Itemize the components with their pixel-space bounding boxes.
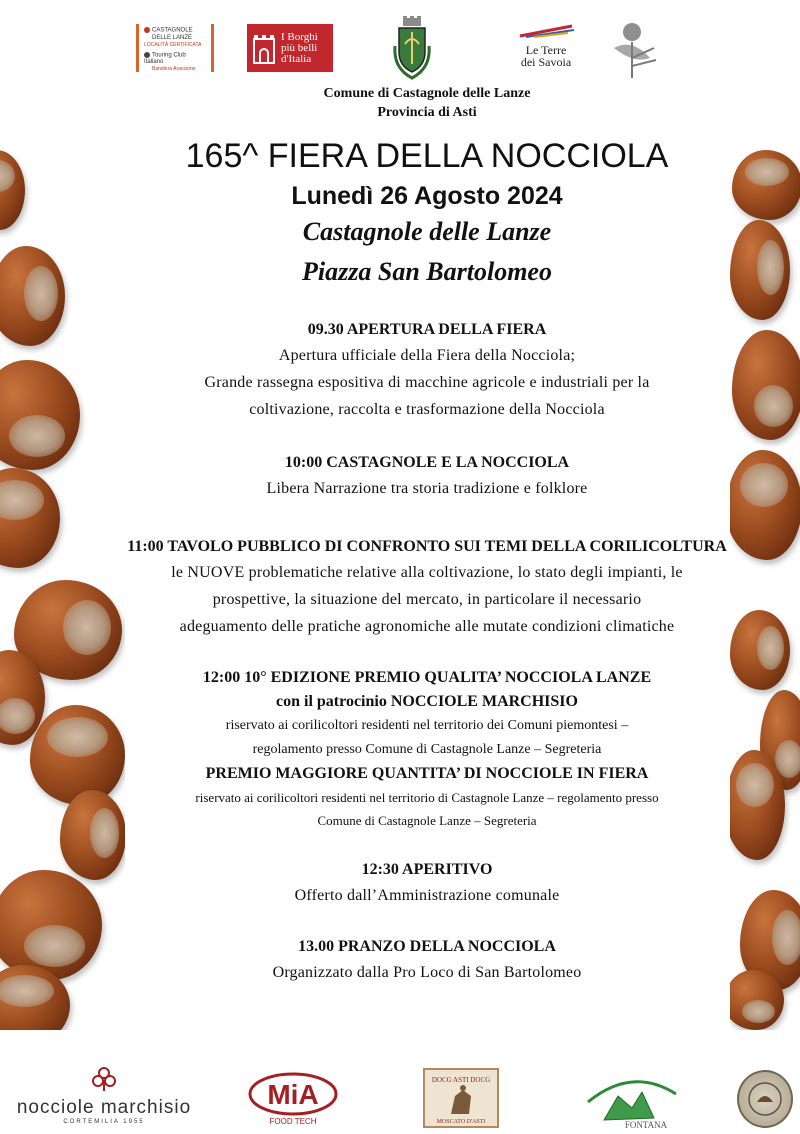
leaf-emblem-icon [604, 18, 660, 80]
section-text: Grande rassegna espositiva di macchine agricole e industriali per la [204, 374, 650, 391]
hazelnut-image [732, 150, 800, 220]
castagnole-bandiera-arancione-logo: CASTAGNOLE DELLE LANZE LOCALITÀ CERTIFICATA Touring Club Italiano Bandiera Arancione [136, 24, 214, 72]
section-heading: 13.00 PRANZO DELLA NOCCIOLA [298, 938, 556, 955]
hazelnut-image [730, 450, 800, 560]
section-text: le NUOVE problematiche relative alla coltivazione, lo stato degli impianti, le [171, 564, 683, 581]
mia-food-tech-logo [248, 1070, 338, 1128]
hazelnut-image [730, 970, 784, 1030]
hazelnut-image [0, 360, 80, 470]
castle-icon [247, 24, 281, 72]
comune-name: Comune di Castagnole delle Lanze [323, 86, 531, 101]
hazelnut-image [730, 220, 790, 320]
section-text: Organizzato dalla Pro Loco di San Bartolomeo [272, 964, 582, 981]
event-square: Piazza San Bartolomeo [302, 257, 552, 286]
hazelnut-image [60, 790, 125, 880]
terre-dei-savoia-logo: Le Terre dei Savoia [510, 24, 582, 80]
svg-text:DOCG ASTI DOCG: DOCG ASTI DOCG [431, 1076, 491, 1084]
program-section-castagnole [122, 451, 732, 502]
hazelnuts-left-decoration [0, 150, 125, 1030]
section-heading: 12:00 10° EDIZIONE PREMIO QUALITA’ NOCCIOLA LANZE [202, 669, 652, 686]
hazelnut-image [30, 705, 125, 805]
section-text: Apertura ufficiale della Fiera della Nocciola; [278, 347, 576, 364]
section-heading: 11:00 TAVOLO PUBBLICO DI CONFRONTO SUI TEMI DELLA CORILICOLTURA [127, 538, 727, 555]
section-heading: 09.30 APERTURA DELLA FIERA [307, 321, 547, 338]
section-text: riservato ai corilicoltori residenti nel territorio dei Comuni piemontesi – [225, 718, 629, 733]
section-text: regolamento presso Comune di Castagnole Lanze – Segreteria [252, 742, 602, 757]
svg-text:MiA: MiA [267, 1079, 319, 1110]
svg-text:FONTANA: FONTANA [624, 1120, 668, 1130]
section-text: adeguamento delle pratiche agronomiche alle mutate condizioni climatiche [179, 618, 675, 635]
event-date: Lunedì 26 Agosto 2024 [291, 182, 563, 210]
section-subheading: PREMIO MAGGIORE QUANTITA’ DI NOCCIOLE IN FIERA [205, 765, 649, 782]
section-heading: 10:00 CASTAGNOLE E LA NOCCIOLA [284, 454, 570, 471]
hazelnut-image [0, 246, 65, 346]
coat-of-arms-icon [391, 16, 433, 82]
hazelnuts-right-decoration [730, 150, 800, 1030]
section-heading: 12:30 APERITIVO [361, 861, 493, 878]
top-logos-bar [0, 14, 800, 84]
hazelnut-image [732, 330, 800, 440]
sponsor-logos-bar [0, 1060, 800, 1134]
section-text: coltivazione, raccolta e trasformazione della Nocciola [249, 401, 605, 418]
moscato-dasti-docg-seal [423, 1068, 499, 1128]
hazelnut-image [0, 870, 102, 980]
svg-text:FOOD TECH: FOOD TECH [269, 1117, 317, 1126]
event-program [122, 84, 732, 986]
section-text: Libera Narrazione tra storia tradizione e folklore [266, 480, 588, 497]
hazelnut-image [730, 610, 790, 690]
program-section-apertura [122, 318, 732, 423]
page-title: 165^ FIERA DELLA NOCCIOLA [185, 137, 669, 175]
provincia-name: Provincia di Asti [377, 105, 477, 120]
borghi-piu-belli-italia-logo: I Borghi più belli d'Italia [247, 24, 333, 72]
section-text: Offerto dall’Amministrazione comunale [294, 887, 560, 904]
program-section-aperitivo [122, 858, 732, 909]
program-section-premio [122, 666, 732, 832]
program-section-pranzo [122, 935, 732, 986]
fontana-logo [584, 1072, 680, 1130]
section-text: riservato ai corilicoltori residenti nel territorio di Castagnole Lanze – regolamento presso [195, 790, 659, 805]
event-town: Castagnole delle Lanze [302, 217, 552, 246]
section-subheading: con il patrocinio NOCCIOLE MARCHISIO [276, 693, 578, 710]
hazelnut-image [0, 150, 25, 230]
trefoil-icon [89, 1066, 119, 1092]
svg-text:MOSCATO D'ASTI: MOSCATO D'ASTI [436, 1119, 486, 1125]
section-text: Comune di Castagnole Lanze – Segreteria [317, 813, 537, 828]
section-text: prospettive, la situazione del mercato, in particolare il necessario [212, 591, 642, 608]
program-section-tavolo [122, 535, 732, 640]
hazelnut-image [0, 468, 60, 568]
nocciole-marchisio-logo: nocciole marchisio CORTEMILIA 1955 [4, 1066, 204, 1125]
confraternita-nocciola-seal [737, 1070, 793, 1128]
